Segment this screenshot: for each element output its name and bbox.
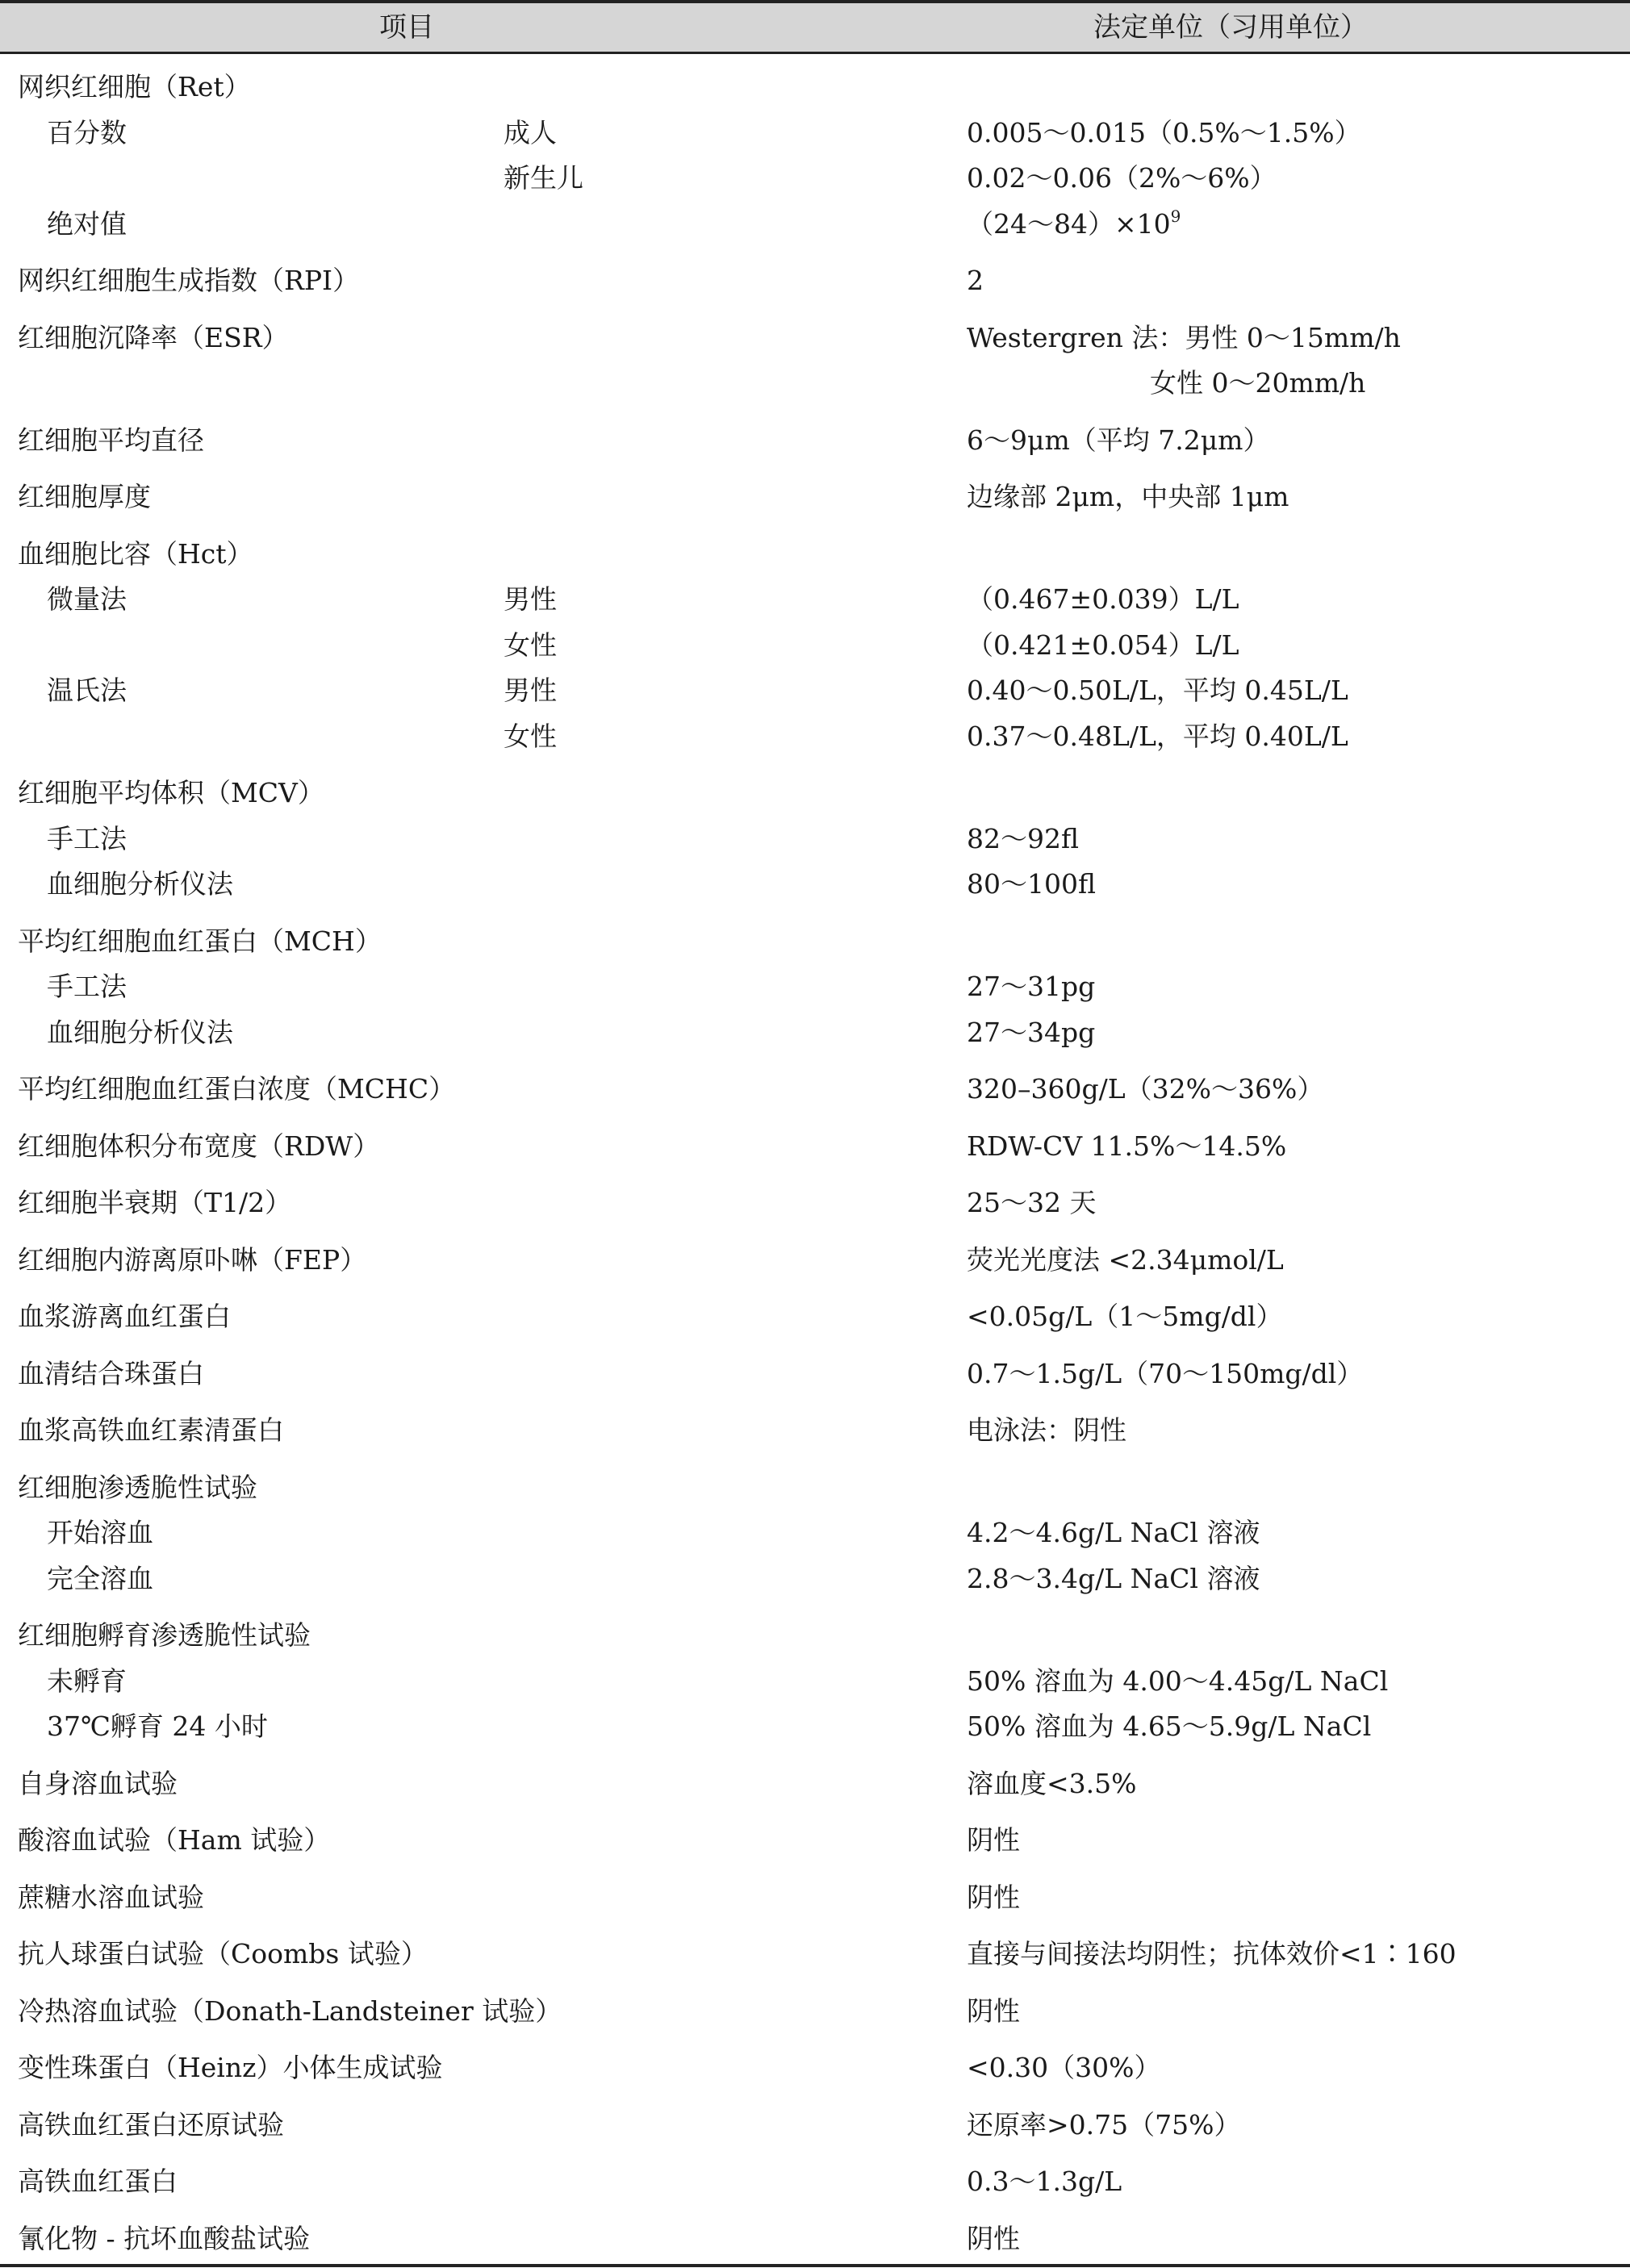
row-unit-value: $(24\sim 84)\times 10^9$ <box>967 206 1181 240</box>
row-unit-value: 0.3～1.3g/L <box>967 2166 1122 2197</box>
row-item: 网织红细胞生成指数（RPI） <box>18 265 360 296</box>
row-item: 酸溶血试验（Ham 试验） <box>18 1824 331 1856</box>
row-item: 红细胞体积分布宽度（RDW） <box>18 1130 380 1162</box>
row-unit-value: 0.005～0.015（0.5%～1.5%） <box>967 116 1361 148</box>
row-unit-value: 50% 溶血为 4.00～4.45g/L NaCl <box>967 1664 1389 1697</box>
table-row <box>0 111 1630 157</box>
table-row <box>0 817 1630 863</box>
row-unit-value: Westergren 法：男性 0～15mm/h <box>967 321 1401 353</box>
row-unit-value: 0.02～0.06（2%～6%） <box>967 162 1277 194</box>
row-item: 红细胞厚度 <box>18 481 151 512</box>
row-item: 红细胞平均直径 <box>18 424 204 456</box>
table-row <box>0 1351 1630 1397</box>
header-item: 项目 <box>379 11 434 44</box>
row-unit-value: <0.30（30%） <box>967 2052 1161 2083</box>
row-item: 蔗糖水溶血试验 <box>18 1881 204 1913</box>
row-unit-value: 阴性 <box>967 1824 1020 1856</box>
row-unit-value: <0.05g/L（1～5mg/dl） <box>967 1301 1283 1332</box>
row-item: 变性珠蛋白（Heinz）小体生成试验 <box>18 2052 443 2083</box>
table-row <box>0 1704 1630 1750</box>
row-item: 红细胞沉降率（ESR） <box>18 321 289 353</box>
table-row <box>0 2159 1630 2205</box>
row-unit-value: 边缘部 2μm，中央部 1μm <box>967 481 1289 512</box>
table-row <box>0 919 1630 965</box>
row-item: 血细胞分析仪法 <box>47 868 233 900</box>
row-unit-value: （0.467±0.039）L/L <box>967 583 1239 615</box>
row-item: 平均红细胞血红蛋白浓度（MCHC） <box>18 1073 456 1105</box>
table-row <box>0 315 1630 361</box>
table-row <box>0 1238 1630 1284</box>
table-row <box>0 1124 1630 1170</box>
header-rule <box>0 52 1630 54</box>
table-row <box>0 1875 1630 1921</box>
row-unit-value: 27～31pg <box>967 971 1096 1002</box>
row-item: 37℃孵育 24 小时 <box>47 1710 268 1742</box>
table-row <box>0 418 1630 464</box>
table-row <box>0 964 1630 1010</box>
table-row <box>0 202 1630 248</box>
row-item: 开始溶血 <box>47 1517 153 1548</box>
row-item: 手工法 <box>47 822 127 854</box>
row-unit-value: RDW-CV 11.5%～14.5% <box>967 1130 1287 1162</box>
row-item: 高铁血红蛋白还原试验 <box>18 2108 284 2141</box>
row-item: 冷热溶血试验（Donath-Landsteiner 试验） <box>18 1994 562 2027</box>
row-unit-value: 27～34pg <box>967 1016 1096 1048</box>
table-row <box>0 577 1630 623</box>
row-unit-value: 82～92fl <box>967 822 1079 854</box>
row-item: 高铁血红蛋白 <box>18 2166 178 2197</box>
table-row <box>0 1818 1630 1864</box>
table-row <box>0 1932 1630 1978</box>
row-item: 血细胞比容（Hct） <box>18 537 253 570</box>
row-item: 血细胞分析仪法 <box>47 1016 233 1048</box>
table-row <box>0 668 1630 714</box>
table-row <box>0 1010 1630 1056</box>
row-unit-value: 女性 0～20mm/h <box>1150 367 1366 399</box>
table-row <box>0 1613 1630 1659</box>
row-unit-value: 阴性 <box>967 2222 1020 2254</box>
row-item: 微量法 <box>47 583 127 615</box>
row-item: 百分数 <box>47 116 127 148</box>
row-item: 血浆游离血红蛋白 <box>18 1301 231 1332</box>
row-item: 红细胞半衰期（T1/2） <box>18 1187 292 1218</box>
table-header <box>0 3 1630 52</box>
table-body <box>0 65 1630 2262</box>
row-item: 温氏法 <box>47 675 127 706</box>
row-subgroup: 男性 <box>504 583 557 615</box>
table-row <box>0 1510 1630 1556</box>
row-item: 绝对值 <box>47 207 127 240</box>
row-unit-value: 6～9μm（平均 7.2μm） <box>967 424 1270 456</box>
table-row <box>0 623 1630 669</box>
table-row <box>0 1989 1630 2035</box>
row-unit-value: 2.8～3.4g/L NaCl 溶液 <box>967 1562 1260 1594</box>
row-unit-exponent: 9 <box>1170 206 1181 226</box>
row-unit-value: 溶血度<3.5% <box>967 1767 1137 1799</box>
row-subgroup: 女性 <box>504 720 557 752</box>
table-row <box>0 65 1630 111</box>
table-row <box>0 156 1630 202</box>
table-row <box>0 714 1630 760</box>
table-row <box>0 1408 1630 1454</box>
table-row <box>0 258 1630 304</box>
table-row <box>0 532 1630 578</box>
row-item: 红细胞孵育渗透脆性试验 <box>18 1619 311 1651</box>
row-unit-value: 80～100fl <box>967 868 1096 900</box>
row-unit-value: 阴性 <box>967 1994 1020 2027</box>
row-unit-value: 50% 溶血为 4.65～5.9g/L NaCl <box>967 1710 1372 1742</box>
row-unit-value: 阴性 <box>967 1881 1020 1913</box>
table-row <box>0 1294 1630 1340</box>
row-subgroup: 男性 <box>504 675 557 706</box>
table-row <box>0 2103 1630 2149</box>
row-item: 红细胞渗透脆性试验 <box>18 1471 257 1503</box>
row-unit-value: 电泳法：阴性 <box>967 1414 1126 1446</box>
row-item: 网织红细胞（Ret） <box>18 71 251 102</box>
table-row <box>0 361 1630 407</box>
row-unit-value: 25～32 天 <box>967 1187 1097 1218</box>
row-item: 抗人球蛋白试验（Coombs 试验） <box>18 1938 428 1969</box>
row-item: 完全溶血 <box>47 1562 153 1594</box>
table-row <box>0 771 1630 817</box>
row-item: 平均红细胞血红蛋白（MCH） <box>18 925 382 957</box>
table-row <box>0 1067 1630 1113</box>
table-row <box>0 862 1630 908</box>
row-unit-value: 0.7～1.5g/L（70～150mg/dl） <box>967 1357 1364 1389</box>
row-unit-value: 4.2～4.6g/L NaCl 溶液 <box>967 1517 1260 1548</box>
table-row <box>0 1180 1630 1226</box>
row-unit-value: 还原率>0.75（75%） <box>967 2108 1241 2141</box>
row-unit-value: 320–360g/L（32%～36%） <box>967 1073 1324 1105</box>
table-row <box>0 1659 1630 1705</box>
row-unit-value: 0.40～0.50L/L，平均 0.45L/L <box>967 675 1348 706</box>
row-item: 血浆高铁血红素清蛋白 <box>18 1414 284 1446</box>
row-item: 红细胞平均体积（MCV） <box>18 777 324 808</box>
table-row <box>0 474 1630 520</box>
row-unit-value: （0.421±0.054）L/L <box>967 629 1239 661</box>
row-item: 血清结合珠蛋白 <box>18 1357 204 1389</box>
row-item: 手工法 <box>47 971 127 1002</box>
row-item: 自身溶血试验 <box>18 1767 178 1799</box>
row-unit-value: 0.37～0.48L/L，平均 0.40L/L <box>967 720 1348 752</box>
header-unit: 法定单位（习用单位） <box>1093 11 1368 44</box>
row-subgroup: 女性 <box>504 629 557 661</box>
table-row <box>0 2216 1630 2262</box>
row-subgroup: 新生儿 <box>504 162 583 194</box>
table-row <box>0 1465 1630 1511</box>
row-item: 红细胞内游离原卟啉（FEP） <box>18 1243 367 1276</box>
table-row <box>0 2045 1630 2091</box>
row-unit-value: 直接与间接法均阴性；抗体效价<1∶160 <box>967 1938 1457 1969</box>
row-unit-value: 2 <box>967 265 984 296</box>
row-unit-value: 荧光光度法 <2.34μmol/L <box>967 1243 1284 1276</box>
table-row <box>0 1556 1630 1602</box>
table-row <box>0 1761 1630 1807</box>
row-item: 氰化物 - 抗坏血酸盐试验 <box>18 2222 311 2254</box>
bottom-rule <box>0 2264 1630 2267</box>
row-subgroup: 成人 <box>504 116 557 148</box>
row-item: 未孵育 <box>47 1664 127 1697</box>
